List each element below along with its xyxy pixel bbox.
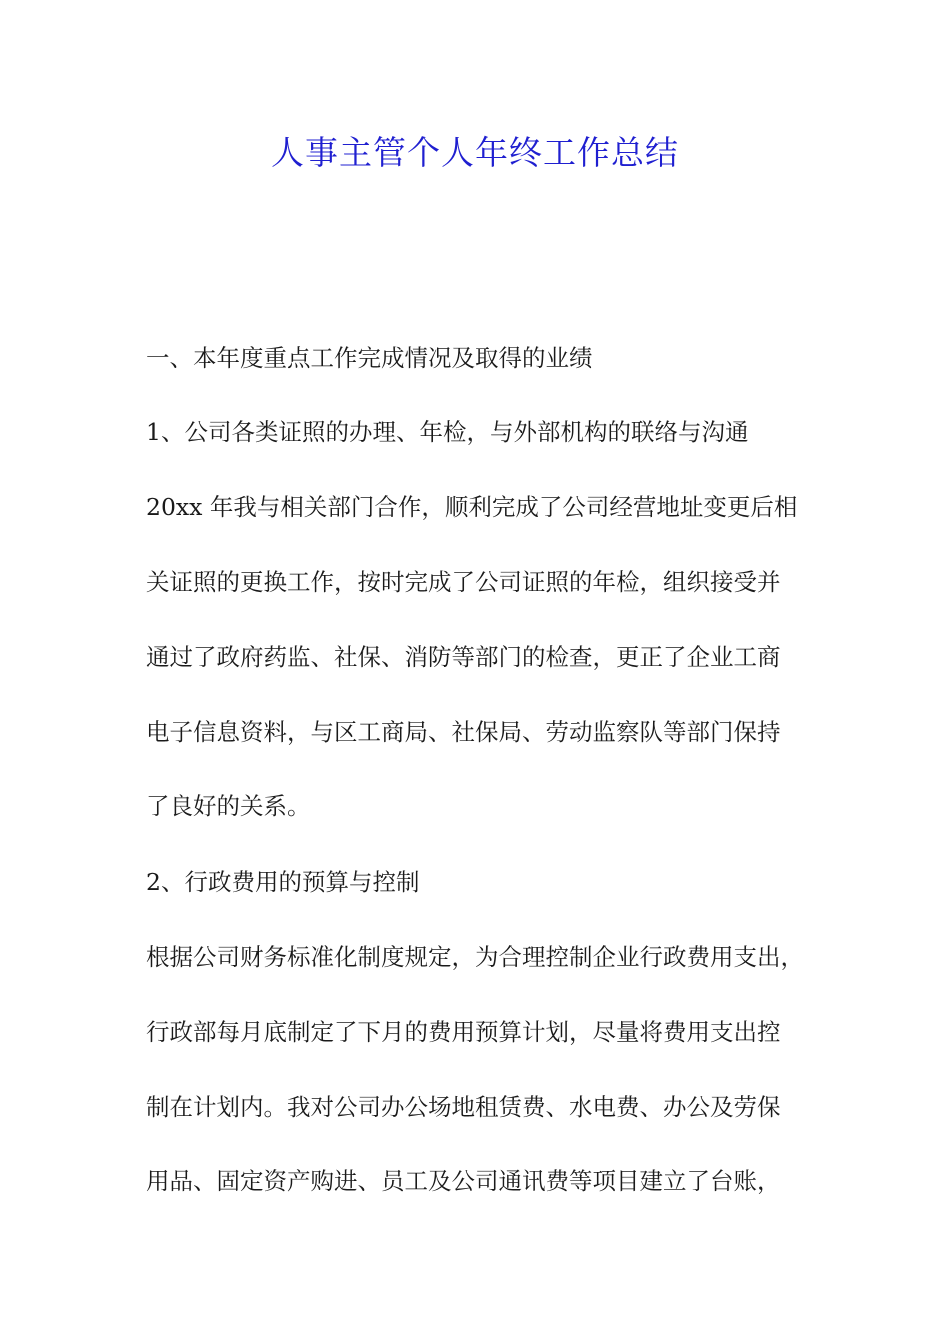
section-heading-1: 一、本年度重点工作完成情况及取得的业绩 xyxy=(146,344,593,372)
paragraph-line: 制在计划内。我对公司办公场地租赁费、水电费、办公及劳保 xyxy=(146,1093,781,1121)
document-title: 人事主管个人年终工作总结 xyxy=(271,133,679,172)
paragraph-line: 用品、固定资产购进、员工及公司通讯费等项目建立了台账， xyxy=(146,1167,781,1195)
subsection-heading-2: 2、行政费用的预算与控制 xyxy=(146,868,420,896)
paragraph-line: 了良好的关系。 xyxy=(146,792,311,820)
paragraph-line: 关证照的更换工作，按时完成了公司证照的年检，组织接受并 xyxy=(146,568,781,596)
paragraph-line: 行政部每月底制定了下月的费用预算计划，尽量将费用支出控 xyxy=(146,1018,781,1046)
subsection-heading-1: 1、公司各类证照的办理、年检，与外部机构的联络与沟通 xyxy=(146,418,749,446)
paragraph-line: 通过了政府药监、社保、消防等部门的检查，更正了企业工商 xyxy=(146,643,781,671)
paragraph-line: 根据公司财务标准化制度规定，为合理控制企业行政费用支出， xyxy=(146,943,804,971)
paragraph-line: 20xx 年我与相关部门合作，顺利完成了公司经营地址变更后相 xyxy=(146,493,798,521)
paragraph-line: 电子信息资料，与区工商局、社保局、劳动监察队等部门保持 xyxy=(146,718,781,746)
